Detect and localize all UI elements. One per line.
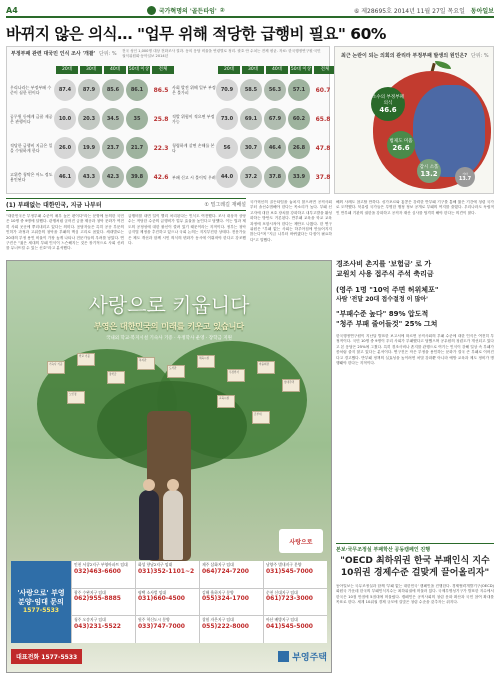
subhead-4: 사람 '전달 20대 접수절정 이 많아' — [336, 296, 429, 303]
apple-segment — [455, 167, 475, 187]
donation-card: 교육시설 — [217, 395, 235, 408]
article-column-2: 급행비를 내면 일이 빨리 처리된다는 인식도 여전했다. 조사 대상자 상당수는 적당한 수준의 급행비가 업무 효율을 높인다고 답했다. 이는 법과 제도의 공정성에 대한 불신이 깔려 있기 때문이라는 지적이다. 정부는 청탁금지법 제정을 추진하고 있으나 국회 논의는 지지부진한 상태다. 전문가들은 제도 개선과 함께 시민 의식의 변화가 동시에 이뤄져야 한다고 강조했다. — [128, 214, 246, 246]
apple-question — [341, 53, 489, 60]
survey-average: 86.5 — [153, 86, 169, 94]
survey-row — [172, 105, 334, 133]
survey-value: 69.1 — [240, 108, 262, 130]
newspaper-name: 동아일보 — [470, 7, 494, 15]
survey-average: 22.3 — [153, 144, 169, 152]
subhead-2: 교원치 사용 접주식 주석 축리금 — [336, 270, 434, 278]
survey-value: 26.0 — [54, 137, 76, 159]
donation-card: 노인정 — [67, 391, 85, 404]
survey-row — [172, 163, 334, 191]
survey-value: 43.3 — [78, 166, 100, 188]
article-column-1: "대한민국은 부정부패 수준이 매우 높은 편이다"라는 문항에 동의한 국민은 10명 중 9명에 달했다. 관행처럼 굳어진 금품 제공과 청탁 문화가 여전히 사회 곳곳에 뿌리내리고 있다는 의미다. 응답자들은 특히 공공 부문의 인허가 과정과 고위층의 청탁을 부패의 핵심 고리로 꼽았다. 세대별로는 20대의 부정 용인 비율이 가장 높게 나타나 전문가들의 우려를 낳았다. 연구진은 "젊은 세대의 부패 인식이 느슨해지는 것은 장기적으로 사회 신뢰를 무너뜨릴 수 있는 신호"라고 분석했다. — [6, 214, 124, 251]
survey-average: 60.7 — [315, 86, 331, 94]
hotline-number: 1577-5533 — [41, 653, 78, 661]
survey-value: 67.9 — [264, 108, 286, 130]
page-header — [6, 4, 494, 18]
survey-question: 고위층 청탁은 어느 정도 용인된다 — [10, 172, 53, 182]
segment-label: 감시 소홀 — [419, 165, 439, 170]
subhead-1: 경조사비 촌지를 '보험금' 로 가 — [336, 260, 432, 268]
person-figure — [139, 490, 159, 560]
survey-column-header: 50대 이상 — [290, 67, 312, 72]
survey-row — [172, 76, 334, 104]
subhead-6: "청주 부패 줄어들것" 25% 그쳐 — [336, 320, 438, 328]
article-kicker-bar — [6, 198, 246, 211]
campaign-headline: "OECD 최하위권 한국 부패인식 지수 10위권 경제수준 걸맞게 끌어올리자" — [340, 556, 490, 578]
survey-value: 30.7 — [240, 137, 262, 159]
survey-value: 87.4 — [54, 79, 76, 101]
apple-segment — [387, 131, 415, 159]
survey-column-header: 30대 — [80, 66, 102, 74]
survey-average: 65.8 — [315, 115, 331, 123]
survey-value: 46.4 — [264, 137, 286, 159]
person-head — [143, 479, 155, 491]
survey-question: 공무원 등에게 금품 제공은 관행이다 — [10, 114, 53, 124]
survey-value: 56.3 — [264, 79, 286, 101]
survey-header — [56, 66, 174, 74]
donation-card: 임대주택 — [282, 379, 300, 392]
apple-unit: 단위: % — [470, 53, 489, 59]
lead-sub: 분양·임대 문의 — [18, 598, 64, 607]
page-headline: 바뀌지 않은 의식… "업무 위해 적당한 급행비 필요" 60% — [6, 25, 386, 43]
issue-meta — [354, 6, 494, 15]
survey-row — [172, 134, 334, 162]
survey-column-header: 전체 — [152, 66, 174, 74]
apple-leaf-icon — [435, 61, 451, 69]
survey-value: 58.5 — [240, 79, 262, 101]
survey-column-header: 20대 — [218, 66, 240, 74]
donation-card: 장학금 — [107, 371, 125, 384]
survey-column-header: 40대 — [266, 66, 288, 74]
survey-value: 23.7 — [102, 137, 124, 159]
section-logo-icon — [147, 6, 156, 15]
subhead-3: (영주 1명 "10억 주면 허위체포" — [336, 286, 439, 294]
hotline-label: 대표전화 — [16, 653, 40, 661]
donation-card: 체육시설 — [197, 355, 215, 368]
segment-value: 46.6 — [379, 106, 397, 114]
donation-card: 학교 기증 — [77, 353, 95, 366]
brand-badge: 사랑으로 — [279, 529, 323, 553]
segment-label: 법제도 미흡 — [389, 139, 413, 144]
company-logo[interactable] — [278, 650, 327, 663]
survey-value: 46.1 — [54, 166, 76, 188]
survey-average: 42.6 — [153, 173, 169, 181]
donation-card: 우정학사 — [227, 369, 245, 382]
survey-row — [10, 134, 172, 162]
apple-question-text: 최근 논란이 되는 의회의 관리라 부정부패 발생의 원인은? — [341, 53, 468, 59]
survey-value: 87.9 — [78, 79, 100, 101]
survey-value: 34.5 — [102, 108, 124, 130]
survey-value: 57.1 — [288, 79, 310, 101]
survey-question: 청렴하게 살면 손해를 본다 — [172, 143, 215, 153]
survey-value: 26.8 — [288, 137, 310, 159]
segment-value: 13.2 — [420, 170, 438, 178]
survey-value: 39.8 — [126, 166, 148, 188]
survey-header — [218, 66, 336, 74]
section-title — [147, 6, 225, 15]
survey-question: 우리나라는 부정부패 수준이 심한 편이다 — [10, 85, 52, 95]
survey-graphic — [6, 46, 330, 194]
campaign-body: 동아일보는 국무조정실과 함께 '부패 없는 대한민국' 캠페인을 진행한다. 경제협력개발기구(OECD) 회원국 가운데 한국의 부패인식지수는 최하위권에 머물러 있다. 국제투명성기구가 발표한 지수에서 한국은 10점 만점에 5점대에 머물렀다. 캠페인은 공직사회의 청렴 문화 확산과 국민 참여 확대를 목표로 한다. 세계 10위권 경제 규모에 걸맞은 청렴 수준을 갖추자는 취지다. — [336, 584, 494, 605]
article-column-3: 국가혁신의 골든타임을 놓치지 않으려면 공직사회부터 솔선수범해야 한다는 목소리가 높다. 부패 신고자에 대한 보호 장치를 강화하고 내부고발을 활성화하는 방안도 거론된다. 반부패 교육을 학교 교육과정에 포함시켜야 한다는 제안도 나왔다. 한 연구위원은 "부패 없는 사회는 하루아침에 만들어지지 않는다"며 "지금 나부터 바뀌겠다는 다짐이 필요하다"고 말했다. — [250, 200, 332, 242]
apple-segment — [417, 159, 441, 183]
ad-footer — [11, 646, 327, 666]
survey-row — [10, 105, 172, 133]
survey-column-header: 30대 — [242, 66, 264, 74]
donation-card: 도서관 — [167, 365, 185, 378]
survey-question: 사회 발전 위해 일부 부정은 불가피 — [172, 85, 216, 95]
section-label: 국가혁명의 '골든타임' — [158, 7, 217, 15]
donation-card: 기숙사 기증 — [47, 361, 65, 374]
survey-question: 적당한 급행비 지급은 일을 수월하게 한다 — [10, 143, 53, 153]
page-number: A4 — [6, 5, 18, 15]
lead-phone: 1577-5533 — [23, 607, 59, 615]
article-kicker: (1) 부패없는 대한민국, 지금 나부터 — [6, 202, 102, 209]
survey-value: 10.0 — [54, 108, 76, 130]
survey-value: 19.9 — [78, 137, 100, 159]
donation-card: 복지관 — [137, 357, 155, 370]
survey-question: 적발 위험이 적으면 부정 가능 — [172, 114, 215, 124]
survey-title-text: 부정부패 관련 대국민 인식 조사 '개괄' — [11, 51, 96, 57]
ad-subtitle: 부영은 대한민국의 미래를 키우고 있습니다 — [93, 322, 245, 331]
company-logo-icon — [278, 651, 289, 662]
survey-value: 85.6 — [102, 79, 124, 101]
person-head — [167, 479, 179, 491]
campaign-tag: 본보·국무조정실 부패학산 공동캠페인 진행 — [336, 543, 494, 553]
survey-value: 37.8 — [264, 166, 286, 188]
segment-value: 13.7 — [458, 176, 472, 182]
survey-value: 44.0 — [216, 166, 238, 188]
person-figure — [163, 490, 183, 560]
ad-description: 국내외 학교·복지시설 기숙사 기증 · 우정학사 운영 · 장학금 지원 — [106, 336, 232, 341]
ad-slogan: 사랑으로 키웁니다 — [88, 293, 250, 317]
article-byline: ① 밀그레길 재배설 — [204, 202, 246, 208]
survey-unit: 단위: % — [98, 51, 117, 57]
survey-question: 부패 신고 시 불이익 우려 — [172, 174, 216, 180]
survey-value: 56 — [216, 137, 238, 159]
segment-label: 소수의 부정부패 의식 — [372, 95, 404, 106]
survey-value: 86.1 — [126, 79, 148, 101]
survey-row — [10, 76, 172, 104]
survey-column-header: 50대 이상 — [128, 67, 150, 72]
survey-value: 20.3 — [78, 108, 100, 130]
survey-row — [10, 163, 172, 191]
survey-average: 47.8 — [315, 144, 331, 152]
survey-value: 73.0 — [216, 108, 238, 130]
donation-card: 마을회관 — [257, 361, 275, 374]
section-tag: ② — [219, 6, 225, 14]
survey-average: 25.8 — [153, 115, 169, 123]
advertisement[interactable] — [6, 260, 332, 673]
segment-label: 기타 — [462, 172, 468, 176]
right-article-body: 한국행정연구원이 지난달 발표한 보고서에 따르면 공직사회의 부패 수준에 대한 인식은 여전히 부정적이다. 국민 10명 중 9명이 우리 사회가 부패했다고 답했으며 공무원의 청렴도가 개선되고 있다고 본 응답은 25%에 그쳤다. 특히 경조사비나 촌지를 관행으로 여기는 인식이 강해 일상 속 부패가 좀처럼 줄지 않고 있다는 분석이다. 연구진은 작은 부정을 용인하는 문화가 결국 큰 부패로 이어진다고 경고했다. 반부패 정책의 실효성을 높이려면 처벌 강화뿐 아니라 예방 교육과 제도 정비가 병행돼야 한다는 지적이다. — [336, 334, 494, 366]
survey-value: 42.3 — [102, 166, 124, 188]
survey-value: 35 — [126, 108, 148, 130]
hotline-button[interactable] — [11, 649, 82, 664]
article-column-4: 해외 사례도 참고할 만하다. 싱가포르와 홍콩은 강력한 반부패 기구를 통해 짧은 기간에 청렴 국가로 도약했다. 북유럽 국가들은 투명한 행정 정보 공개로 부패의 여지를 줄였다. 우리나라도 독립적인 반부패 기관의 권한을 강화하고 공직자 재산 심사를 엄격히 해야 한다는 의견이 많다. — [336, 200, 494, 215]
survey-value: 37.2 — [240, 166, 262, 188]
company-name: 부영주택 — [292, 652, 327, 663]
donation-card: 군부대 — [252, 411, 270, 424]
lead-cell[interactable] — [11, 561, 71, 643]
issue-date: ⑥ 제28695호 2014년 11월 27일 목요일 — [353, 7, 465, 15]
survey-note: 전국 성인 1,000명 대상 전화조사 결과. 동의 응답 비율을 연령별로 정리. 괄호 안 수치는 전체 평균. 자료: 한국행정연구원·국민권익위원회·동아일보 2014년 — [122, 49, 321, 58]
survey-column-header: 전체 — [314, 66, 336, 74]
article-subheads — [336, 259, 494, 329]
survey-column-header: 20대 — [56, 66, 78, 74]
survey-average: 37.8 — [315, 173, 331, 181]
lead-name: '사랑으로' 부영 — [17, 589, 65, 598]
segment-value: 26.6 — [392, 144, 410, 152]
survey-title — [11, 50, 117, 57]
apple-graphic — [334, 46, 494, 194]
survey-value: 21.7 — [126, 137, 148, 159]
survey-value: 60.2 — [288, 108, 310, 130]
subhead-5: "부패수준 높다" 89% 압도적 — [336, 310, 429, 318]
survey-column-header: 40대 — [104, 66, 126, 74]
apple-segment — [371, 87, 405, 121]
survey-value: 33.9 — [288, 166, 310, 188]
contact-grid — [11, 561, 327, 643]
survey-value: 70.9 — [216, 79, 238, 101]
